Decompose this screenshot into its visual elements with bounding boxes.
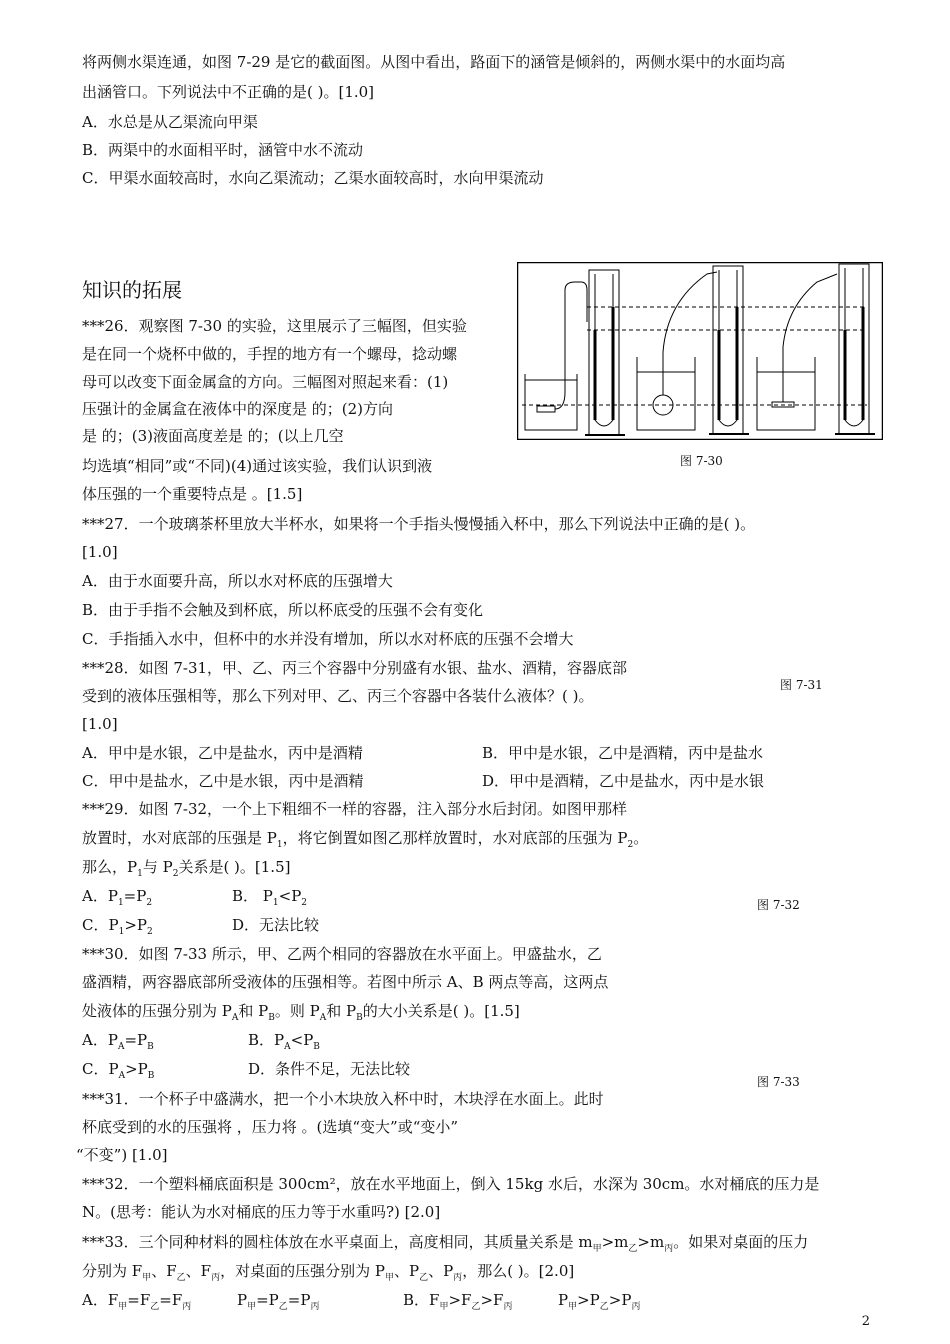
text-line: 是 的；(3)液面高度差是 的；(以上几空	[82, 427, 344, 445]
option-a: A．甲中是水银，乙中是盐水，丙中是酒精	[82, 744, 363, 762]
text-line: 出涵管口。下列说法中不正确的是( )。[1.0]	[82, 83, 375, 101]
text-line: [1.0]	[82, 715, 118, 733]
option-c: C．手指插入水中，但杯中的水并没有增加，所以水对杯底的压强不会增大	[82, 630, 574, 648]
figure-caption: 图 7-33	[757, 1075, 800, 1089]
option-b: B．两渠中的水面相平时，涵管中水不流动	[82, 141, 364, 159]
option-d: D．甲中是酒精，乙中是盐水，丙中是水银	[482, 772, 765, 790]
option-a: A．水总是从乙渠流向甲渠	[82, 113, 258, 131]
text-line: ***27．一个玻璃茶杯里放大半杯水，如果将一个手指头慢慢插入杯中，那么下列说法中正确的是( )。	[82, 515, 756, 533]
text-line: 处液体的压强分别为 $P_A$和 $P_B$。则 $P_A$和 $P_B$的大小关系是( )。[1.5]	[82, 1002, 520, 1023]
option-b: B．由于手指不会触及到杯底，所以杯底受的压强不会有变化	[82, 601, 484, 619]
text-line: 放置时，水对底部的压强是 $P_1$，将它倒置如图乙那样放置时，水对底部的压强为 $P_2$。	[82, 829, 649, 850]
text-line: 盛酒精，两容器底部所受液体的压强相等。若图中所示 A、B 两点等高，这两点	[82, 973, 609, 991]
option-a: A．由于水面要升高，所以水对杯底的压强增大	[82, 572, 393, 590]
page-number: 2	[861, 1314, 870, 1329]
text-line: [1.0]	[82, 543, 118, 561]
option-c: C．甲中是盐水，乙中是水银，丙中是酒精	[82, 772, 364, 790]
text-line: 体压强的一个重要特点是 。[1.5]	[82, 485, 303, 503]
option-c: C．甲渠水面较高时，水向乙渠流动；乙渠水面较高时，水向甲渠流动	[82, 169, 544, 187]
text-line: 分别为 $F_甲$、$F_乙$、$F_丙$，对桌面的压强分别为 $P_甲$、$P_乙$、$P_丙$，那么( )。[2.0]	[82, 1262, 575, 1283]
text-line: 那么，$P_1$与 $P_2$关系是( )。[1.5]	[82, 858, 291, 879]
text-line: 压强计的金属盒在液体中的深度是 的；(2)方向	[82, 400, 394, 418]
text-line: ***30．如图 7-33 所示，甲、乙两个相同的容器放在水平面上。甲盛盐水，乙	[82, 945, 602, 963]
option-b-pressure: $P_甲>P_乙>P_丙$	[558, 1291, 641, 1312]
option-b: B．$F_甲>F_乙>F_丙$	[403, 1291, 513, 1312]
section-title: 知识的拓展	[82, 278, 182, 302]
text-line: 母可以改变下面金属盒的方向。三幅图对照起来看：(1)	[82, 373, 449, 391]
figure-7-30	[517, 262, 883, 440]
option-d: D．条件不足，无法比较	[248, 1060, 411, 1078]
option-a: A．$P_1=P_2$	[82, 887, 153, 908]
option-a: A．$F_甲=F_乙=F_丙$	[82, 1291, 192, 1312]
option-b: B．甲中是水银，乙中是酒精，丙中是盐水	[482, 744, 764, 762]
text-line: ***33．三个同种材料的圆柱体放在水平桌面上，高度相同，其质量关系是 $m_甲>m_乙>m_丙$。如果对桌面的压力	[82, 1233, 809, 1254]
option-b: B． $P_1<P_2$	[232, 887, 308, 908]
figure-caption: 图 7-32	[757, 898, 800, 912]
option-c: C．$P_1>P_2$	[82, 916, 153, 937]
text-line: ***31．一个杯子中盛满水，把一个小木块放入杯中时，木块浮在水面上。此时	[82, 1090, 604, 1108]
text-line: ***26．观察图 7-30 的实验，这里展示了三幅图，但实验	[82, 317, 467, 335]
option-a-pressure: $P_甲=P_乙=P_丙$	[237, 1291, 320, 1312]
option-c: C．$P_A>P_B$	[82, 1060, 155, 1081]
text-line: 均选填“相同”或“不同)(4)通过该实验，我们认识到液	[82, 457, 433, 475]
figure-caption: 图 7-31	[780, 678, 823, 692]
text-line: 杯底受到的水的压强将 ，压力将 。(选填“变大”或“变小”	[82, 1118, 459, 1136]
text-line: N。(思考：能认为水对桶底的压力等于水重吗?) [2.0]	[82, 1203, 441, 1221]
figure-caption: 图 7-30	[680, 454, 723, 468]
text-line: 将两侧水渠连通，如图 7-29 是它的截面图。从图中看出，路面下的涵管是倾斜的，两侧水渠中的水面均高	[82, 53, 786, 71]
text-line: ***32．一个塑料桶底面积是 300cm²，放在水平地面上，倒入 15kg 水后，水深为 30cm。水对桶底的压力是	[82, 1175, 820, 1193]
text-line: 是在同一个烧杯中做的，手捏的地方有一个螺母，捻动螺	[82, 345, 458, 363]
text-line: ***29．如图 7-32，一个上下粗细不一样的容器，注入部分水后封闭。如图甲那样	[82, 800, 628, 818]
text-line: ***28．如图 7-31，甲、乙、丙三个容器中分别盛有水银、盐水、酒精，容器底部	[82, 659, 628, 677]
option-a: A．$P_A=P_B$	[82, 1031, 154, 1052]
text-line: “不变”) [1.0]	[76, 1146, 168, 1164]
text-line: 受到的液体压强相等，那么下列对甲、乙、丙三个容器中各装什么液体？( )。	[82, 687, 594, 705]
option-b: B．$P_A<P_B$	[248, 1031, 320, 1052]
option-d: D．无法比较	[232, 916, 320, 934]
